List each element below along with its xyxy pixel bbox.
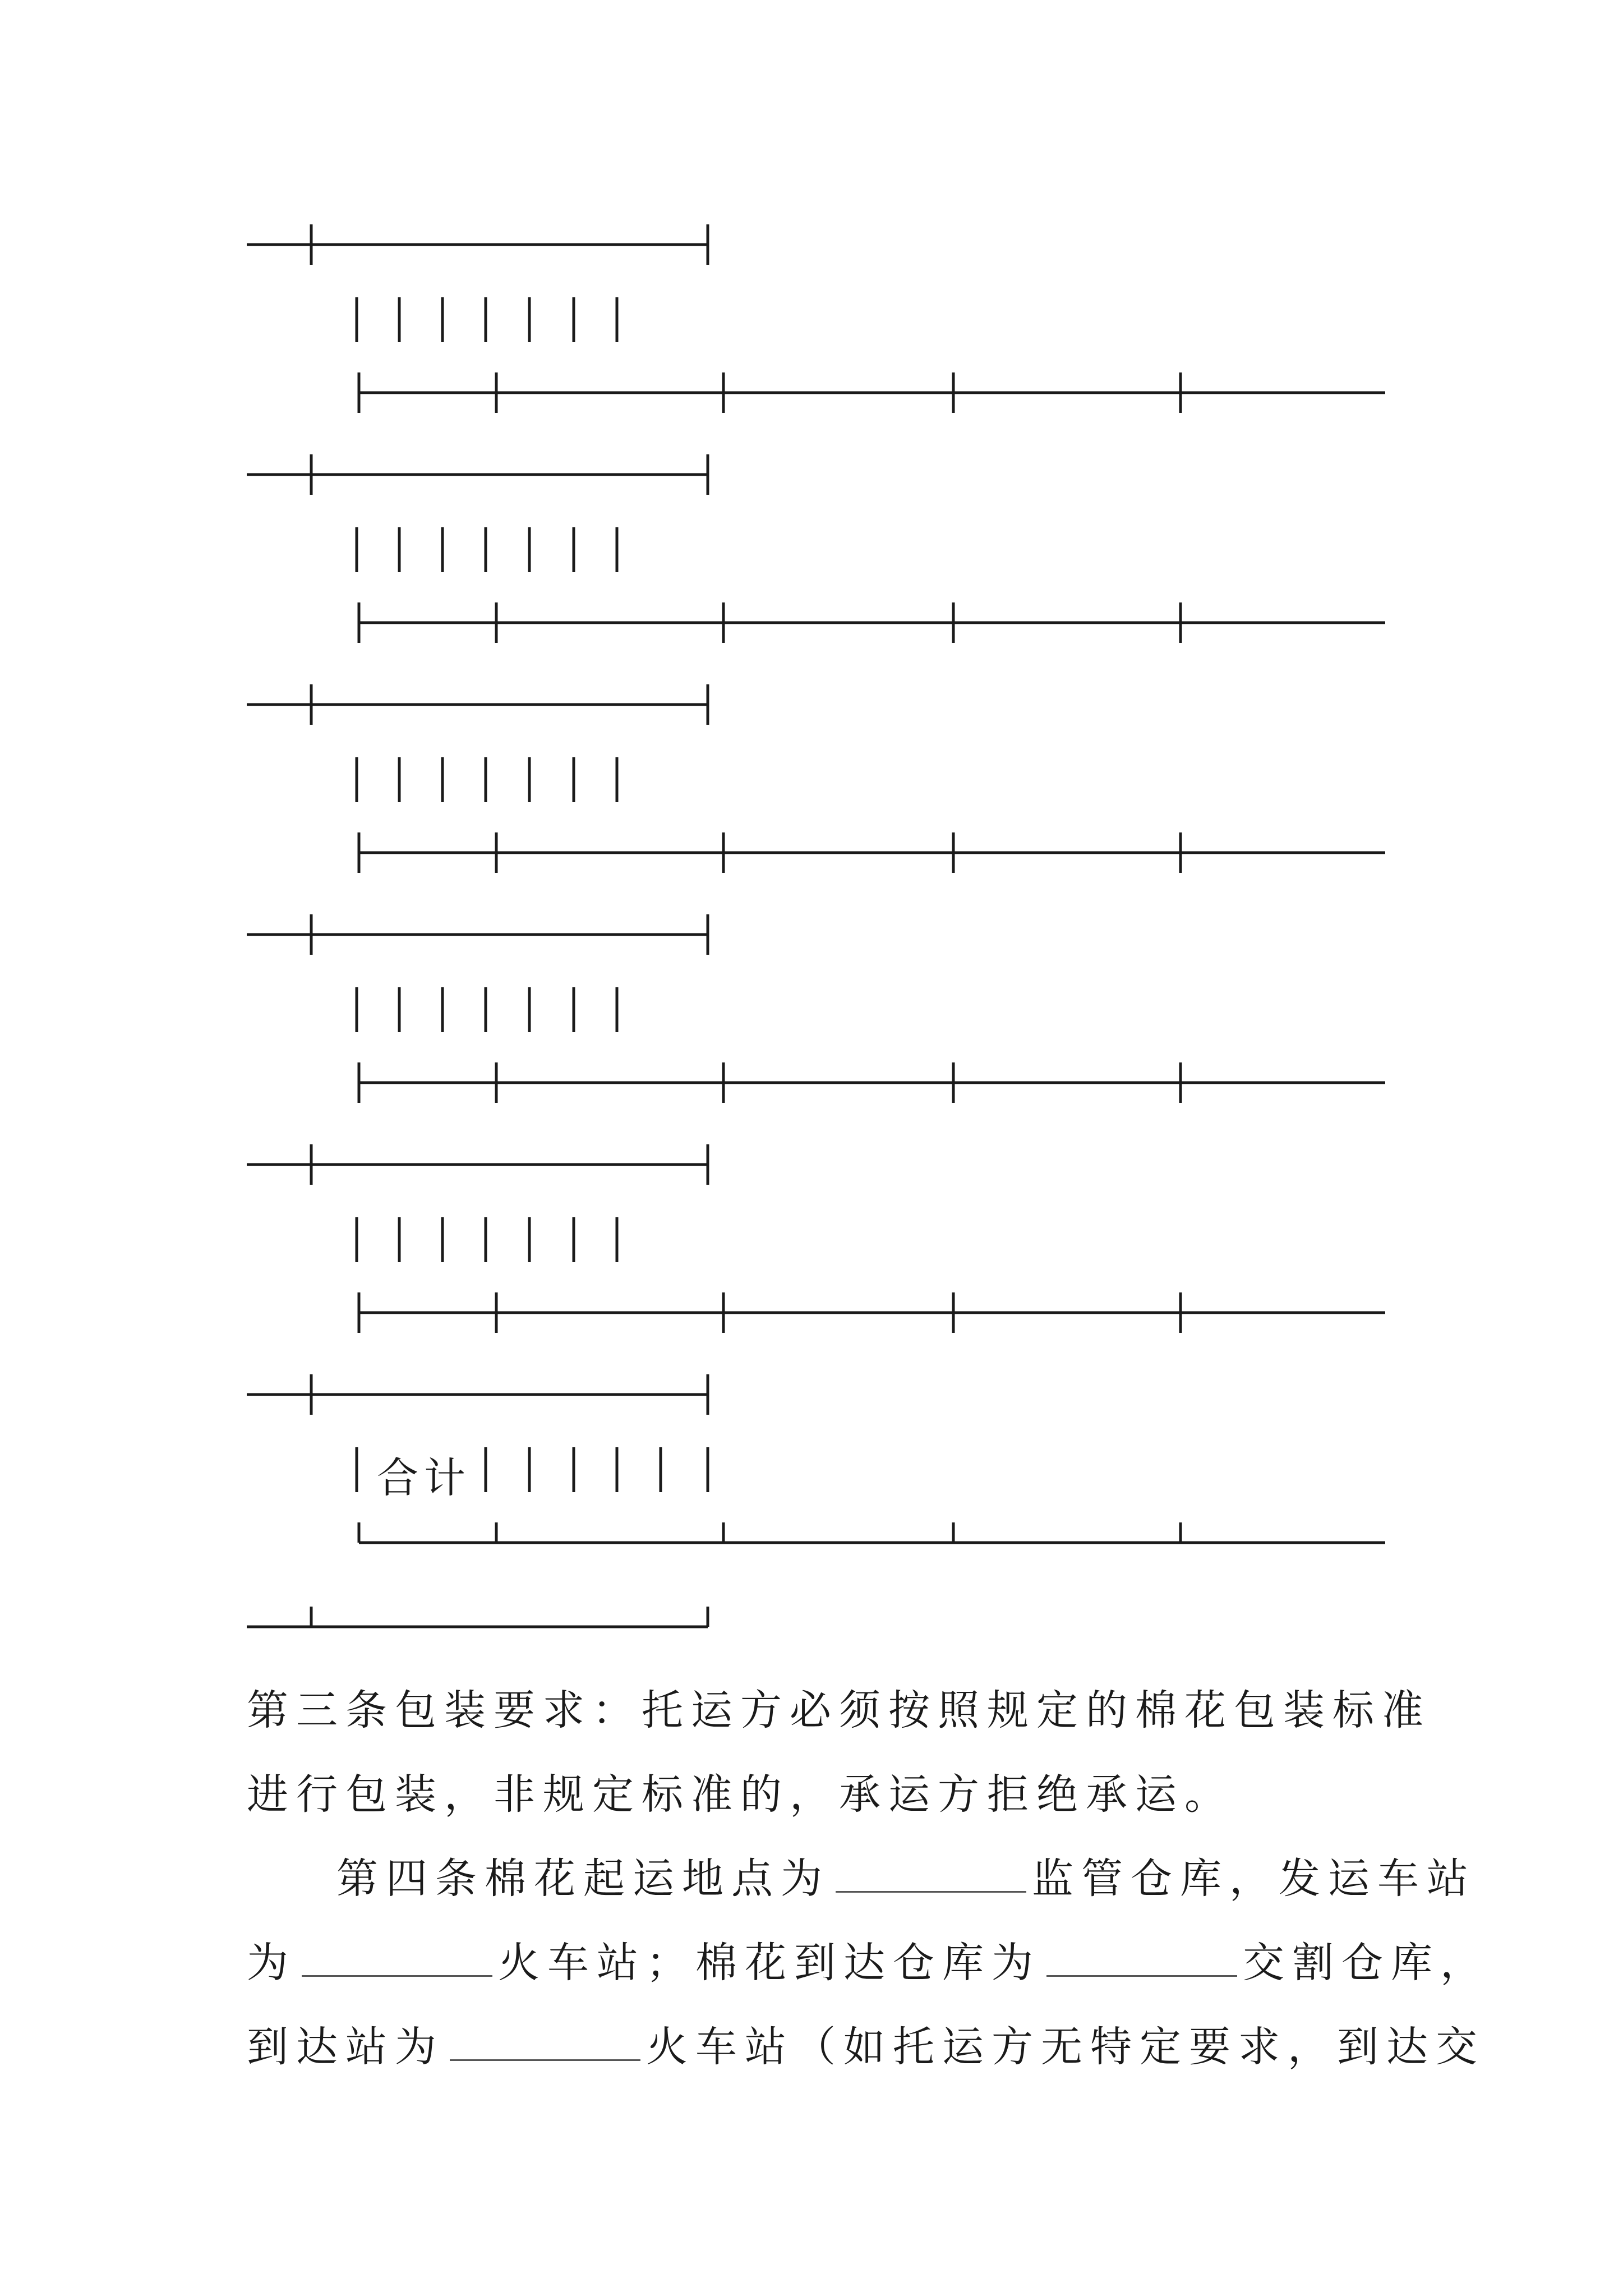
article-4-line-3 (247, 2014, 1485, 2073)
article-4-text-2b: 火车站；棉花到达仓库为 (498, 1939, 1041, 1987)
article-3-text-2: 进行包装，非规定标准的，承运方拒绝承运。 (247, 1770, 1234, 1819)
article-4-text-3a: 到达站为 (247, 2023, 444, 2071)
article-4-text-1b: 监管仓库，发运车站 (1032, 1855, 1476, 1903)
blank-arrival-station[interactable] (450, 2022, 640, 2061)
blank-departure-station[interactable] (302, 1938, 492, 1977)
article-4-line-1 (336, 1846, 1475, 1905)
article-4-text-1a: 第四条棉花起运地点为 (336, 1855, 830, 1903)
article-3-line-1 (247, 1677, 1431, 1737)
blank-warehouse-origin[interactable] (836, 1853, 1026, 1893)
total-label: 合计 (377, 1454, 471, 1502)
article-3-line-2 (247, 1761, 1385, 1821)
article-4-line-2 (247, 1930, 1490, 1989)
article-4-text-2a: 为 (247, 1939, 296, 1987)
article-3-text-1: 第三条包装要求：托运方必须按照规定的棉花包装标准 (247, 1686, 1431, 1734)
article-4-text-2c: 交割仓库， (1243, 1939, 1490, 1987)
blank-arrival-warehouse[interactable] (1046, 1938, 1237, 1977)
article-4-text-3b: 火车站（如托运方无特定要求，到达交 (646, 2023, 1485, 2071)
